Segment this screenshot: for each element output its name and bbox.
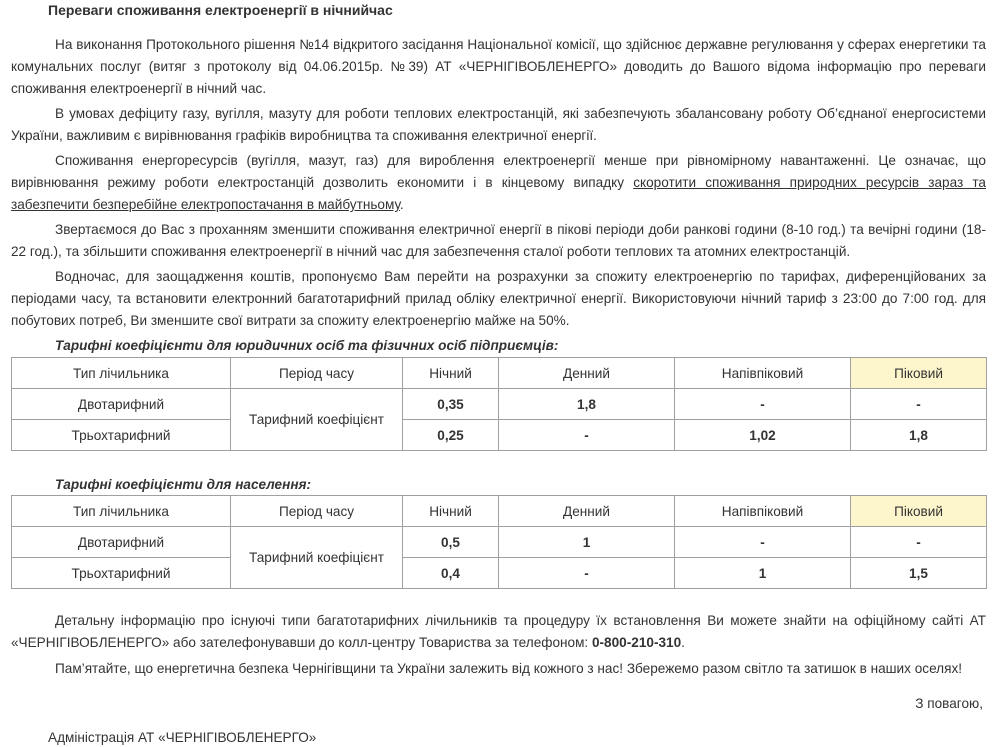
half-peak-value: 1,02	[675, 420, 851, 451]
peak-value: 1,5	[851, 558, 987, 589]
header-night: Нічний	[403, 496, 499, 527]
day-value: -	[499, 558, 675, 589]
header-night: Нічний	[403, 358, 499, 389]
paragraph-deficit: В умовах дефіциту газу, вугілля, мазуту для роботи теплових електростанцій, які забезпечують збалансовану роботу Об’єднаної енергосистеми України, важливим є вирівнювання графіків виробництва та споживання електричної енергії.	[11, 106, 986, 143]
peak-value: -	[851, 389, 987, 420]
header-period: Період часу	[231, 496, 403, 527]
table-row	[12, 558, 987, 589]
paragraph-remember: Пам’ятайте, що енергетична безпека Чернігівщини та України залежить від кожного з нас! Збережемо разом світло та затишок в наших оселях!	[55, 661, 963, 676]
meter-type-cell: Двотарифний	[12, 527, 231, 558]
header-half-peak: Напівпіковий	[675, 358, 851, 389]
header-day: Денний	[499, 358, 675, 389]
legal-tariff-table	[11, 357, 987, 451]
half-peak-value: -	[675, 389, 851, 420]
info-text: Детальну інформацію про існуючі типи багатотарифних лічильників та процедуру їх встановлення Ви можете знайти на офіційному сайті АТ «ЧЕРНІГІВОБЛЕНЕРГО» або зателефонувавши до колл-центру Товариства за телефоном:	[11, 613, 986, 650]
paragraph-info	[11, 610, 986, 654]
intro-text	[11, 34, 986, 335]
meter-type-cell: Двотарифний	[12, 389, 231, 420]
table-header-row	[12, 358, 987, 389]
night-value: 0,4	[403, 558, 499, 589]
footer-text	[11, 610, 986, 684]
half-peak-value: 1	[675, 558, 851, 589]
paragraph-consumption-end: .	[399, 197, 404, 212]
page-title: Переваги споживання електроенергії в нічнийчас	[48, 2, 393, 18]
population-tariff-table	[11, 495, 987, 589]
header-meter-type: Тип лічильника	[12, 496, 231, 527]
legal-table-caption: Тарифні коефіцієнти для юридичних осіб та фізичних осіб підприємців:	[55, 338, 559, 353]
day-value: 1,8	[499, 389, 675, 420]
peak-value: 1,8	[851, 420, 987, 451]
meter-type-cell: Трьохтарифний	[12, 558, 231, 589]
signature: Адміністрація АТ «ЧЕРНІГІВОБЛЕНЕРГО»	[48, 730, 317, 745]
paragraph-consumption-start: Споживання енергоресурсів (вугілля, мазут, газ) для вироблення електроенергії менше при рівномірному навантаженні. Це означає, що вирівнювання режиму роботи електростанцій дозволить економити і в кінцевому випадку	[11, 153, 986, 190]
paragraph-night-tariff: Водночас, для заощадження коштів, пропонуємо Вам перейти на розрахунки за спожиту електроенергію по тарифах, диференційованих за періодами часу, та встановити електронний багатотарифний прилад обліку електричної енергії. Використовуючи нічний тариф з 23:00 до 7:00 год. для побутових потреб, Ви зменшите свої витрати за спожиту електроенергію майже на 50%.	[11, 269, 986, 328]
meter-type-cell: Трьохтарифний	[12, 420, 231, 451]
header-meter-type: Тип лічильника	[12, 358, 231, 389]
header-day: Денний	[499, 496, 675, 527]
header-peak: Піковий	[851, 496, 987, 527]
peak-value: -	[851, 527, 987, 558]
night-value: 0,35	[403, 389, 499, 420]
paragraph-protocol: На виконання Протокольного рішення №14 відкритого засідання Національної комісії, що здійснює державне регулювання у сферах енергетики та комунальних послуг (витяг з протоколу від 04.06.2015р. №39) АТ «ЧЕРНІГІВОБЛЕНЕРГО» доводить до Вашого відома інформацію про переваги споживання електроенергії в нічний час.	[11, 37, 986, 96]
table-row	[12, 420, 987, 451]
day-value: 1	[499, 527, 675, 558]
paragraph-appeal: Звертаємося до Вас з проханням зменшити споживання електричної енергії в пікові періоди доби ранкові години (8-10 год.) та вечірні години (18-22 год.), та збільшити споживання електроенергії в нічний час для забезпечення сталої роботи теплових та атомних електростанцій.	[11, 222, 986, 259]
table-header-row	[12, 496, 987, 527]
night-value: 0,25	[403, 420, 499, 451]
header-half-peak: Напівпіковий	[675, 496, 851, 527]
table-row	[12, 527, 987, 558]
info-end: .	[681, 635, 685, 650]
table-row	[12, 389, 987, 420]
night-value: 0,5	[403, 527, 499, 558]
phone-number: 0-800-210-310	[591, 635, 682, 650]
underlined-phrase: скоротити споживання природних ресурсів зараз та забезпечити безперебійне електропостачання в майбутньому	[11, 175, 986, 212]
half-peak-value: -	[675, 527, 851, 558]
header-period: Період часу	[231, 358, 403, 389]
header-peak: Піковий	[851, 358, 987, 389]
paragraph-consumption	[11, 150, 986, 216]
day-value: -	[499, 420, 675, 451]
population-table-caption: Тарифні коефіцієнти для населення:	[55, 477, 312, 492]
period-cell: Тарифний коефіцієнт	[231, 389, 403, 451]
period-cell: Тарифний коефіцієнт	[231, 527, 403, 589]
regards: З повагою,	[915, 696, 983, 711]
